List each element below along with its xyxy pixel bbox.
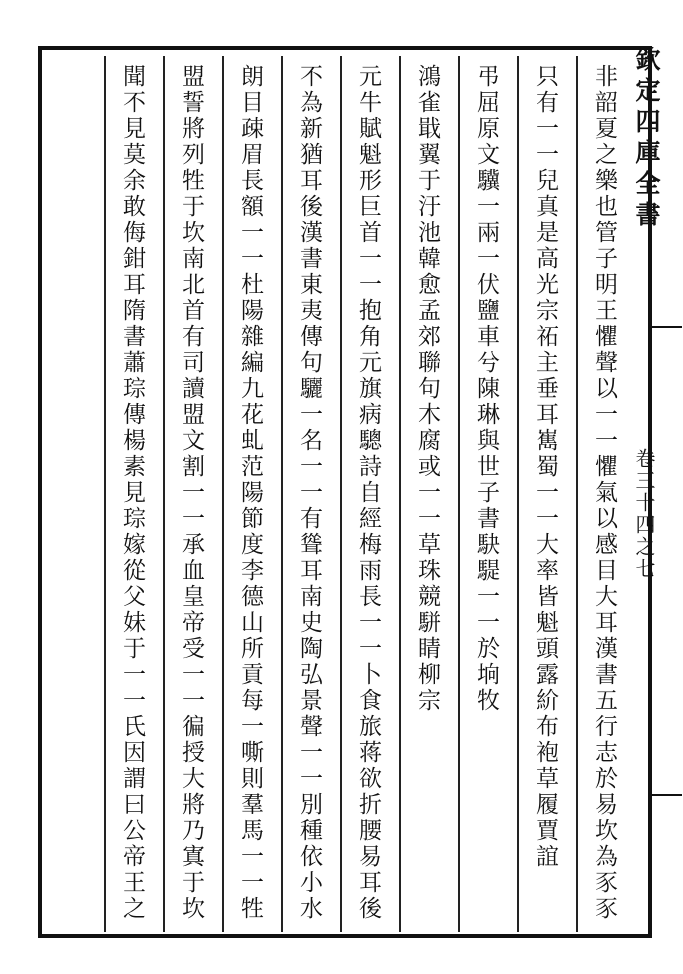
text-column-6 bbox=[281, 56, 333, 932]
column-8-text: 盟誓將列牲于坎南北首有司讀盟文割一一承血皇帝受一一徧授大將乃寘于坎 bbox=[178, 64, 204, 922]
column-9-text: 聞不見莫余敢侮鉗耳隋書蕭琮傳楊素見琮嫁從父妹于一一氏因謂曰公帝王之 bbox=[119, 64, 145, 922]
text-column-8 bbox=[163, 56, 215, 932]
column-1-text: 非韶夏之樂也管子明王懼聲以一一懼氣以感目大耳漢書五行志於易坎為豕豕 bbox=[591, 64, 617, 922]
text-column-3 bbox=[458, 56, 510, 932]
text-body bbox=[48, 50, 624, 932]
column-6-text: 不為新猶耳後漢書東夷傳句驪一名一一有聳耳南史陶弘景聲一一別種依小水 bbox=[296, 64, 322, 922]
text-column-4 bbox=[399, 56, 451, 932]
text-column-7 bbox=[222, 56, 274, 932]
column-7-text: 朗目疎眉長額一一杜陽雜編九花虬范陽節度李德山所貢每一嘶則羣馬一一牲 bbox=[237, 64, 263, 922]
column-2-text: 只有一一兒真是高光宗祏主垂耳嶲蜀一一大率皆魁頭露紒布袍草履賈誼 bbox=[532, 64, 558, 870]
column-4-text: 鴻雀戢翼于汙池韓愈孟郊聯句木腐或一一草珠競駢睛柳宗 bbox=[414, 64, 440, 714]
text-column-9 bbox=[104, 56, 156, 932]
book-title: 欽定四庫全書 bbox=[632, 46, 661, 232]
text-column-1 bbox=[576, 56, 628, 932]
volume-label: 卷三十四之七 bbox=[632, 448, 656, 580]
column-5-text: 元牛賦魁形巨首一一抱角元旗病驄詩自經梅雨長一一卜食旅蒋欲折腰易耳後 bbox=[355, 64, 381, 922]
text-column-2 bbox=[517, 56, 569, 932]
margin-rule-top bbox=[652, 326, 682, 328]
column-3-text: 弔屈原文驥一兩一伏鹽車兮陳琳與世子書駃騠一一於垧牧 bbox=[473, 64, 499, 714]
margin-rule-bottom bbox=[652, 794, 682, 796]
text-column-5 bbox=[340, 56, 392, 932]
margin-header bbox=[628, 46, 670, 938]
